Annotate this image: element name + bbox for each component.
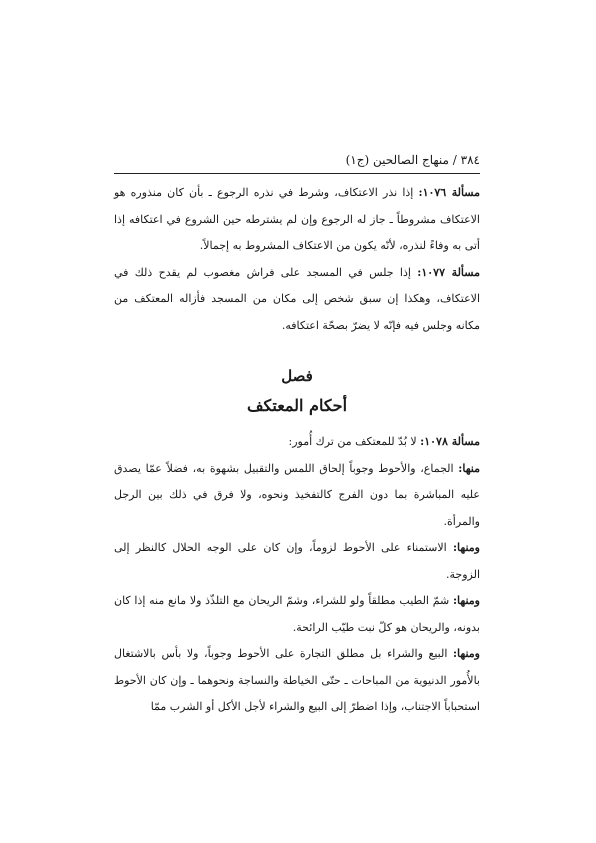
rule-label: منها: — [458, 461, 480, 475]
issue-label: مسألة ١٠٧٨: — [420, 435, 480, 448]
issue-text: إذا جلس في المسجد على فراش مغصوب لم يقدح ذلك في الاعتكاف، وهكذا إن سبق شخص إلى مكان من المسجد فأزاله المعتكف من مكانه وجلس فيه فإنّه لا يضرّ بصحّة اعتكافه. — [114, 265, 480, 332]
header-rule — [114, 173, 480, 174]
issue-1076 — [114, 180, 480, 260]
issue-1078 — [114, 429, 480, 456]
issue-text: إذا نذر الاعتكاف، وشرط في نذره الرجوع ـ بأن كان منذوره هو الاعتكاف مشروطاً ـ جاز له الرجوع وإن لم يشترطه حين الشروع في اعتكافه إذا أتى به وفاءً لنذره، لأنّه يكون من الاعتكاف المشروط به إجمالاً. — [114, 186, 480, 252]
rule-label: ومنها: — [452, 594, 480, 607]
issue-label: مسألة ١٠٧٦: — [418, 186, 480, 199]
rule-text: الجماع، والأحوط وجوباً إلحاق اللمس والتقبيل بشهوة به، فضلاً عمّا يصدق عليه المباشرة بما دون الفرج كالتفخيذ ونحوه، ولا فرق في ذلك بين الرجل والمرأة. — [114, 461, 480, 528]
rule-label: ومنها: — [452, 541, 480, 554]
rule-masturbation — [114, 535, 480, 588]
rule-perfume — [114, 588, 480, 641]
rule-trade — [114, 641, 480, 721]
rule-intercourse — [114, 456, 480, 536]
rule-label: ومنها: — [452, 647, 480, 660]
rule-text: الاستمناء على الأحوط لزوماً، وإن كان على الوجه الحلال كالنظر إلى الزوجة. — [114, 541, 480, 581]
issue-text: لا بُدّ للمعتكف من ترك أُمور: — [288, 435, 421, 448]
issue-1077 — [114, 260, 480, 340]
running-header: ٣٨٤ / منهاج الصالحين (ج١) — [345, 153, 480, 167]
rule-text: شمّ الطيب مطلقاً ولو للشراء، وشمّ الريحان مع التلذّذ ولا مانع منه إذا كان بدونه، والريحان هو كلّ نبت طيّب الرائحة. — [114, 594, 480, 634]
rule-text: البيع والشراء بل مطلق التجارة على الأحوط وجوباً، ولا بأس بالاشتغال بالأُمور الدنيوية من المباحات ـ حتّى الخياطة والنساجة ونحوهما ـ وإن كان الأحوط استحباباً الاجتناب، وإذا اضطرّ إلى البيع والشراء لأجل الأكل أو الشرب ممّا — [114, 647, 480, 713]
section-subheading: أحكام المعتكف — [246, 396, 348, 415]
issue-label: مسألة ١٠٧٧: — [417, 265, 480, 279]
section-heading: فصل — [281, 367, 313, 385]
page-body — [114, 180, 480, 721]
